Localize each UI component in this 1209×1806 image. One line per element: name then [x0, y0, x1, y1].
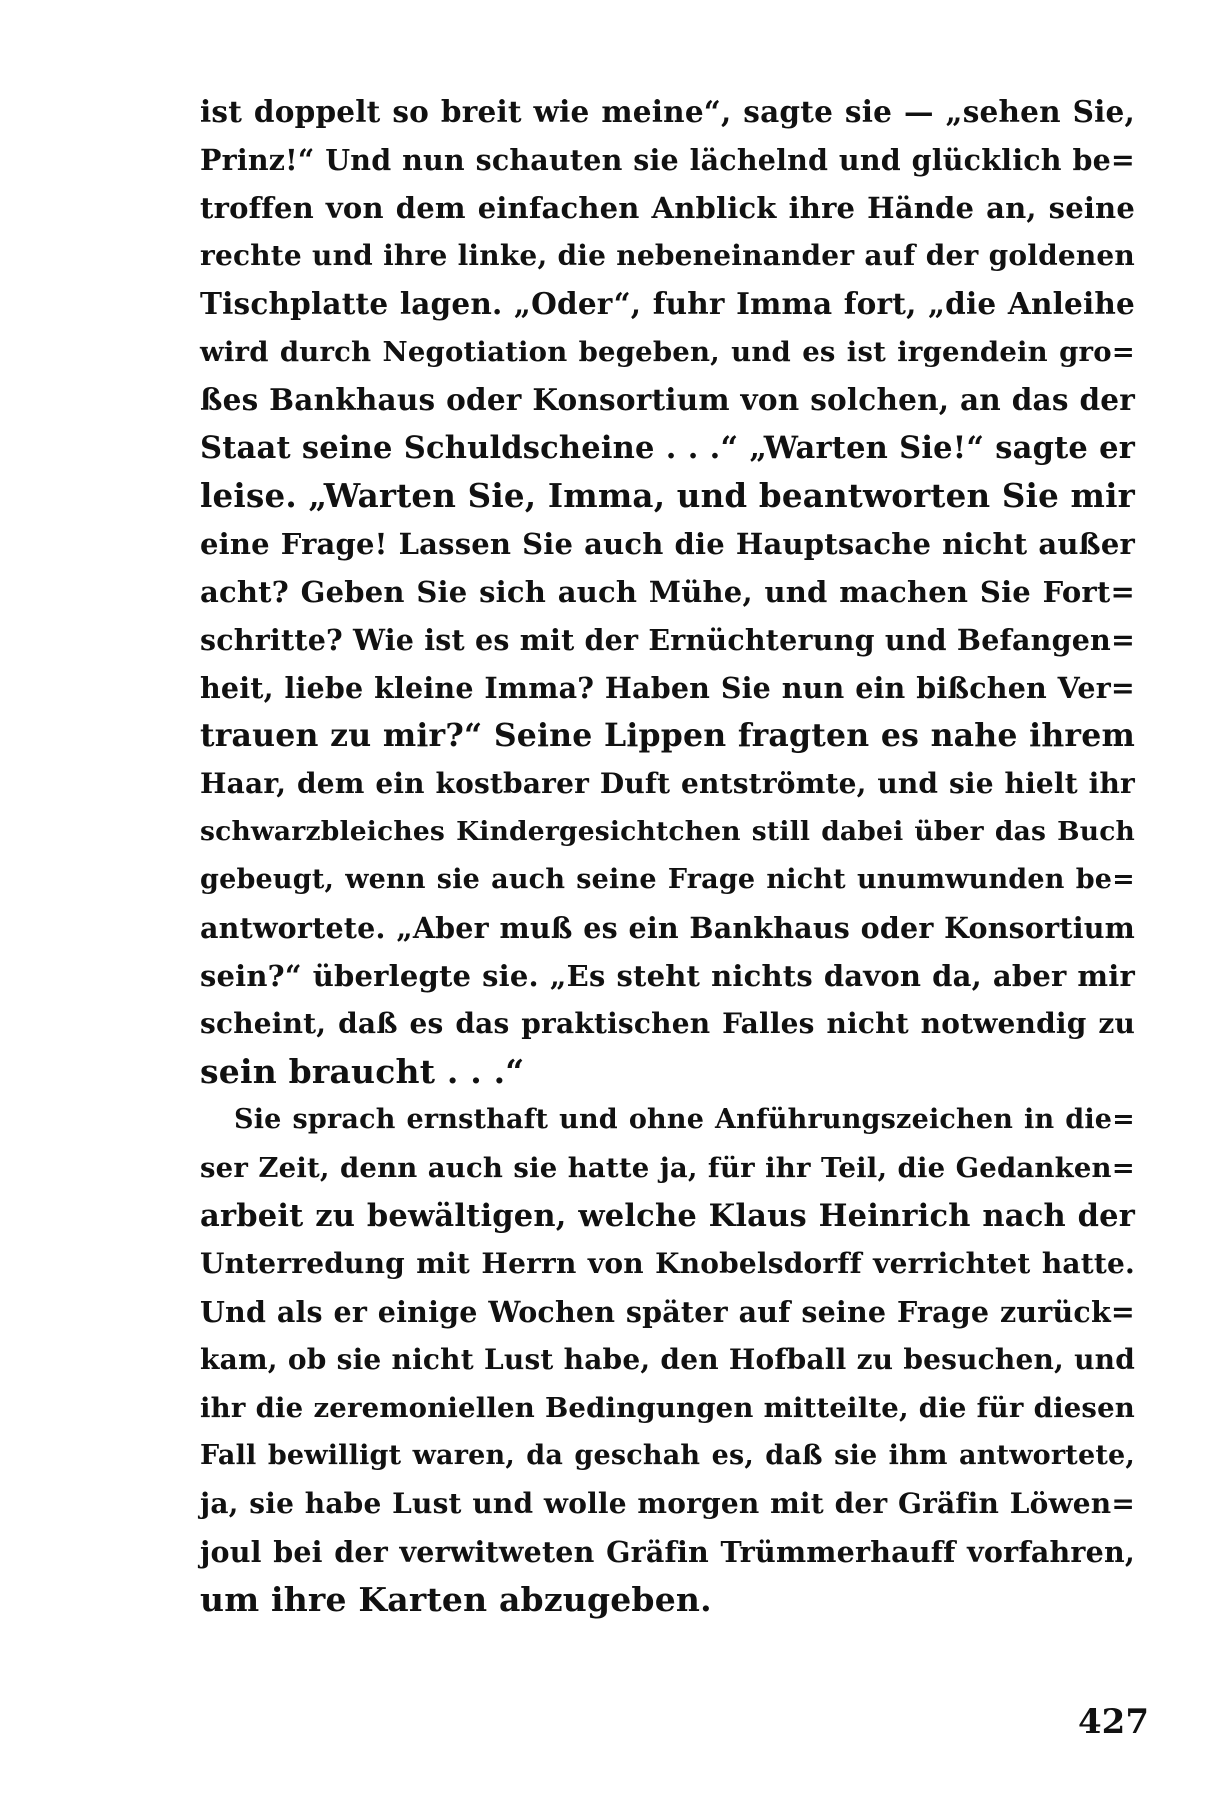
text-line: schritte? Wie ist es mit der Ernüchterung und Befangen=: [200, 623, 1136, 657]
text-line: Staat seine Schuldscheine . . .“ „Warten Sie!“ sagte er: [200, 430, 1135, 466]
text-line: antwortete. „Aber muß es ein Bankhaus oder Konsortium: [200, 911, 1135, 945]
body-text: [200, 88, 1135, 1624]
text-line: rechte und ihre linke, die nebeneinander auf der goldenen: [200, 239, 1135, 272]
text-line: ist doppelt so breit wie meine“, sagte sie — „sehen Sie,: [200, 94, 1135, 129]
text-line: ihr die zeremoniellen Bedingungen mitteilte, die für diesen: [200, 1392, 1135, 1424]
text-line: sein?“ überlegte sie. „Es steht nichts davon da, aber mir: [200, 959, 1135, 993]
text-line: Unterredung mit Herrn von Knobelsdorff verrichtet hatte.: [200, 1247, 1135, 1280]
text-line: acht? Geben Sie sich auch Mühe, und machen Sie Fort=: [200, 575, 1135, 609]
text-line: Fall bewilligt waren, da geschah es, daß sie ihm antwortete,: [200, 1440, 1135, 1471]
text-line: gebeugt, wenn sie auch seine Frage nicht unumwunden be=: [200, 864, 1135, 895]
text-line: Prinz!“ Und nun schauten sie lächelnd und glücklich be=: [200, 143, 1135, 177]
text-line: arbeit zu bewältigen, welche Klaus Heinrich nach der: [200, 1198, 1135, 1234]
text-line: wird durch Negotiation begeben, und es ist irgendein gro=: [200, 336, 1135, 368]
text-line: um ihre Karten abzugeben.: [200, 1580, 712, 1619]
text-line: Haar, dem ein kostbarer Duft entströmte, und sie hielt ihr: [200, 767, 1135, 800]
text-line: kam, ob sie nicht Lust habe, den Hofball zu besuchen, und: [200, 1343, 1135, 1376]
text-line: ja, sie habe Lust und wolle morgen mit der Gräfin Löwen=: [200, 1487, 1135, 1520]
text-line: trauen zu mir?“ Seine Lippen fragten es nahe ihrem: [200, 717, 1135, 754]
text-line: Tischplatte lagen. „Oder“, fuhr Imma fort, „die Anleihe: [200, 286, 1135, 321]
text-line: ser Zeit, denn auch sie hatte ja, für ihr Teil, die Gedanken=: [200, 1152, 1135, 1184]
text-line: schwarzbleiches Kindergesichtchen still dabei über das Buch: [200, 816, 1135, 847]
page-number: 427: [1078, 1702, 1149, 1742]
text-line: Sie sprach ernsthaft und ohne Anführungszeichen in die=: [234, 1104, 1135, 1135]
text-line: ßes Bankhaus oder Konsortium von solchen, an das der: [200, 382, 1135, 417]
text-line: leise. „Warten Sie, Imma, und beantworten Sie mir: [200, 476, 1135, 515]
text-line: troffen von dem einfachen Anblick ihre Hände an, seine: [200, 191, 1135, 225]
text-line: heit, liebe kleine Imma? Haben Sie nun ein bißchen Ver=: [200, 671, 1135, 705]
text-line: eine Frage! Lassen Sie auch die Hauptsache nicht außer: [200, 527, 1135, 561]
text-line: joul bei der verwitweten Gräfin Trümmerhauff vorfahren,: [200, 1535, 1135, 1569]
text-line: Und als er einige Wochen später auf seine Frage zurück=: [200, 1295, 1135, 1329]
text-line: scheint, daß es das praktischen Falles nicht notwendig zu: [200, 1007, 1135, 1040]
text-line: sein braucht . . .“: [200, 1052, 525, 1091]
